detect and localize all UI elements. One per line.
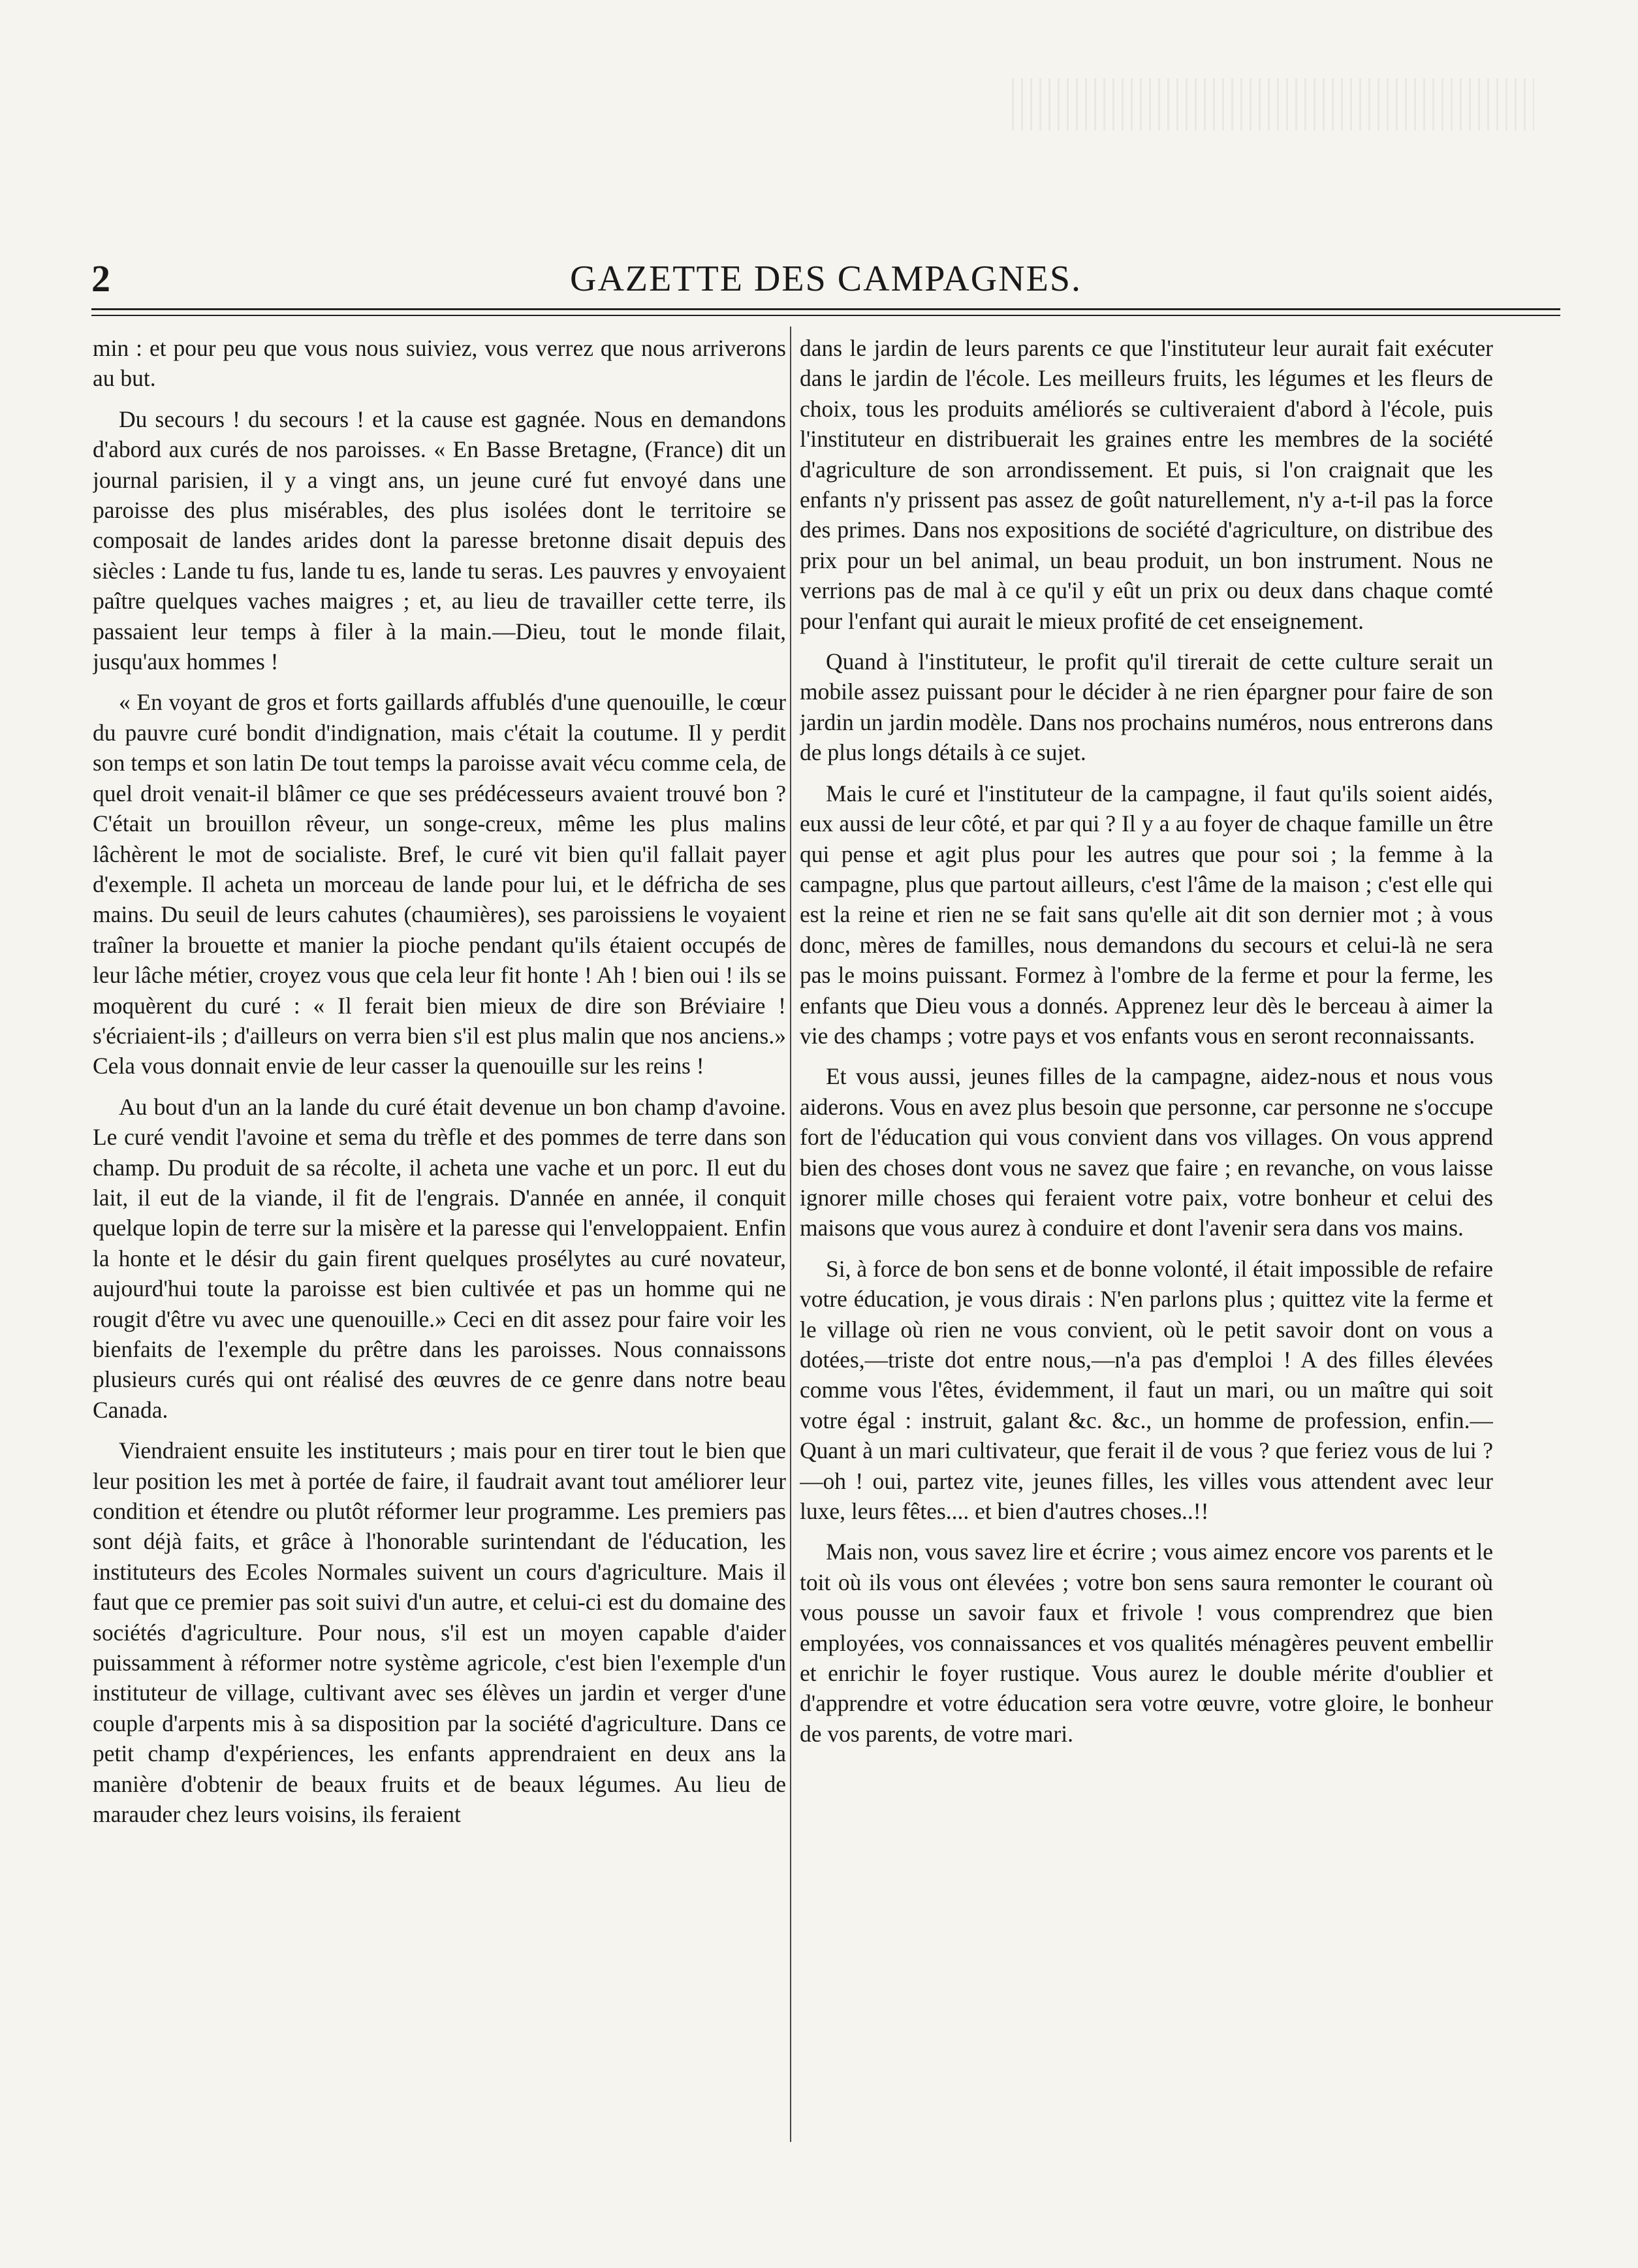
scan-noise — [1012, 78, 1534, 131]
paragraph: Et vous aussi, jeunes filles de la campagne, aidez-nous et nous vous aiderons. Vous en avez plus besoin que personne, car personne ne s'occupe fort de l'éducation qui vous convient dans vos villages. On vous apprend bien des choses dont vous ne savez que faire ; en revanche, on vous laisse ignorer mille choses qui feraient votre paix, votre bonheur et celui des maisons que vous aurez à conduire et dont l'avenir sera dans vos mains. — [800, 1063, 1493, 1241]
paragraph: Viendraient ensuite les instituteurs ; mais pour en tirer tout le bien que leur position les met à portée de faire, il faudrait avant tout améliorer leur condition et étendre ou plutôt réformer leur programme. Les premiers pas sont déjà faits, et grâce à l'honorable surintendant de l'éducation, les instituteurs des Ecoles Normales suivent un cours d'agriculture. Mais il faut que ce premier pas soit suivi d'un autre, et celui-ci est du domaine des sociétés d'agriculture. Pour nous, s'il est un moyen capable d'aider puissamment à réformer notre système agricole, c'est bien l'exemple d'un instituteur de village, cultivant avec ses élèves un jardin et verger d'une couple d'arpents mis à sa disposition par la société d'agriculture. Dans ce petit champ d'expériences, les enfants apprendraient en deux ans la manière d'obtenir de beaux fruits et de beaux légumes. Au lieu de marauder chez leurs voisins, ils feraient — [93, 1437, 786, 1828]
paragraph: Mais non, vous savez lire et écrire ; vous aimez encore vos parents et le toit où ils vous ont élevées ; votre bon sens saura remonter le courant où vous pousse un savoir faux et frivole ! vous comprendrez que bien employées, vos connaissances et vos qualités ménagères peuvent embellir et enrichir le foyer rustique. Vous aurez le double mérite d'oublier et d'apprendre et votre éducation sera votre œuvre, votre gloire, le bonheur de vos parents, de votre mari. — [800, 1539, 1493, 1747]
paragraph: Du secours ! du secours ! et la cause est gagnée. Nous en demandons d'abord aux curés de nos paroisses. « En Basse Bretagne, (France) dit un journal parisien, il y a vingt ans, un jeune curé fut envoyé dans une paroisse des plus misérables, des plus isolées dont le territoire se composait de landes arides dont la paresse bretonne disait depuis des siècles : Lande tu fus, lande tu es, lande tu seras. Les pauvres y envoyaient paître quelques vaches maigres ; et, au lieu de travailler cette terre, ils passaient leur temps à filer à la main.—Dieu, tout le monde filait, jusqu'aux hommes ! — [93, 406, 786, 675]
paragraph: Si, à force de bon sens et de bonne volonté, il était impossible de refaire votre éducation, je vous dirais : N'en parlons plus ; quittez vite la ferme et le village où rien ne vous convient, où le petit savoir dont on vous a dotées,—triste dot entre nous,—n'a pas d'emploi ! A des filles élevées comme vous l'êtes, évidemment, il faut un mari, ou un maître qui soit votre égal : instruit, galant &c. &c., un homme de profession, enfin.—Quant à un mari cultivateur, que ferait il de vous ? que feriez vous de lui ? —oh ! oui, partez vite, jeunes filles, les villes vous attendent avec leur luxe, leurs fêtes.... et bien d'autres choses..!! — [800, 1255, 1493, 1525]
right-column — [800, 333, 1493, 2135]
header-rule-bottom — [91, 315, 1560, 316]
paragraph: « En voyant de gros et forts gaillards affublés d'une quenouille, le cœur du pauvre curé bondit d'indignation, mais c'était la coutume. Il y perdit son temps et son latin De tout temps la paroisse avait vécu comme cela, de quel droit venait-il blâmer ce que ses prédécesseurs avaient trouvé bon ? C'était un brouillon rêveur, un songe-creux, même les plus malins lâchèrent le mot de socialiste. Bref, le curé vit bien qu'il fallait payer d'exemple. Il acheta un morceau de lande pour lui, et le défricha de ses mains. Du seuil de leurs cahutes (chaumières), ses paroissiens le voyaient traîner la brouette et manier la pioche pendant qu'ils étaient occupés de leur lâche métier, croyez vous que cela leur fit honte ! Ah ! bien oui ! ils se moquèrent du curé : « Il ferait bien mieux de dire son Bréviaire ! s'écriaient-ils ; d'ailleurs on verra bien s'il est plus malin que nos anciens.» Cela vous donnait envie de leur casser la quenouille sur les reins ! — [93, 689, 786, 1079]
paragraph: Au bout d'un an la lande du curé était devenue un bon champ d'avoine. Le curé vendit l'avoine et sema du trèfle et des pommes de terre dans son champ. Du produit de sa récolte, il acheta une vache et un porc. Il eut du lait, il eut de la viande, il fit de l'engrais. D'année en année, il conquit quelque lopin de terre sur la misère et la paresse qui l'enveloppaient. Enfin la honte et le désir du gain firent quelques prosélytes au curé novateur, aujourd'hui toute la paroisse est bien cultivée et pas un homme qui ne rougit d'être vu avec une quenouille.» Ceci en dit assez pour faire voir les bienfaits de l'exemple du prêtre dans les paroisses. Nous connaissons plusieurs curés qui ont réalisé des œuvres de ce genre dans notre beau Canada. — [93, 1093, 786, 1423]
paragraph: min : et pour peu que vous nous suiviez, vous verrez que nous arriverons au but. — [93, 335, 786, 392]
newspaper-title: GAZETTE DES CAMPAGNES. — [570, 259, 1082, 299]
paragraph: Mais le curé et l'instituteur de la campagne, il faut qu'ils soient aidés, eux aussi de leur côté, et par qui ? Il y a au foyer de chaque famille un être qui pense et agit plus pour les autres que pour soi ; la femme à la campagne, plus que partout ailleurs, c'est l'âme de la maison ; c'est elle qui est la reine et rien ne se fait sans qu'elle ait dit son dernier mot ; à vous donc, mères de familles, nous demandons du secours et celui-là ne sera pas le moins puissant. Formez à l'ombre de la ferme et pour la ferme, les enfants que Dieu vous a donnés. Apprenez leur dès le berceau à aimer la vie des champs ; votre pays et vos enfants vous en seront reconnaissants. — [800, 780, 1493, 1049]
left-column — [93, 333, 786, 2135]
page-number: 2 — [91, 257, 110, 300]
header-rule-top — [91, 308, 1560, 310]
paragraph: dans le jardin de leurs parents ce que l'instituteur leur aurait fait exécuter dans le jardin de l'école. Les meilleurs fruits, les légumes et les fleurs de choix, tous les produits améliorés se cultiveraient d'abord à l'école, puis l'instituteur en distribuerait les graines entre les membres de la société d'agriculture de son arrondissement. Et puis, si l'on craignait que les enfants n'y prissent pas assez de goût naturellement, n'y a-t-il pas la force des primes. Dans nos expositions de société d'agriculture, on distribue des prix pour un bel animal, un beau produit, un bon instrument. Nous ne verrions pas de mal à ce qu'il y eût un prix ou deux dans chaque comté pour l'enfant qui aurait le mieux profité de cet enseignement. — [800, 335, 1493, 634]
paragraph: Quand à l'instituteur, le profit qu'il tirerait de cette culture serait un mobile assez puissant pour le décider à ne rien épargner pour faire de son jardin un jardin modèle. Dans nos prochains numéros, nous entrerons dans de plus longs détails à ce sujet. — [800, 648, 1493, 766]
page-header — [91, 256, 1560, 302]
column-divider — [790, 327, 791, 2142]
